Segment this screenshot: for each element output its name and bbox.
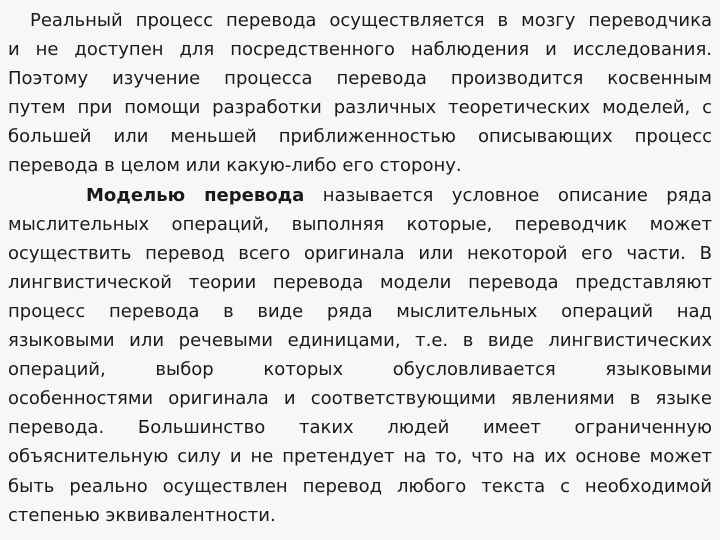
paragraph2-first-line-rest: называется условное описание ряда [304, 184, 712, 206]
paragraph2-line: процесс перевода в виде ряда мыслительных операций над [8, 300, 712, 322]
paragraph2-first-line [8, 181, 712, 210]
paragraph1-line: большей или меньшей приближенностью описывающих процесс [8, 126, 712, 148]
paragraph1-line: Поэтому изучение процесса перевода производится косвенным [8, 68, 712, 90]
paragraph2-line: объяснительную силу и не претендует на то, что на их основе может [8, 446, 712, 468]
paragraph2-line: операций, выбор которых обусловливается языковыми [8, 359, 712, 381]
paragraph2-line: степенью эквивалентности. [8, 504, 276, 526]
paragraph2-line: быть реально осуществлен перевод любого текста с необходимой [8, 475, 712, 497]
paragraph1-line: путем при помощи разработки различных теоретических моделей, с [8, 97, 712, 119]
paragraph1-line: перевода в целом или какую-либо его сторону. [8, 155, 462, 177]
model-term: Моделью перевода [86, 184, 305, 206]
paragraph2-line: перевода. Большинство таких людей имеет ограниченную [8, 417, 712, 439]
document-text [8, 6, 712, 530]
paragraph1-line: Реальный процесс перевода осуществляется в мозгу переводчика [30, 10, 712, 31]
paragraph2-line: мыслительных операций, выполняя которые, переводчик может [8, 213, 712, 235]
paragraph2-line: лингвистической теории перевода модели перевода представляют [8, 271, 712, 293]
paragraph2-line: языковыми или речевыми единицами, т.е. в виде лингвистических [8, 330, 712, 352]
paragraph2-line: особенностями оригинала и соответствующими явлениями в языке [8, 388, 712, 410]
paragraph2-line: осуществить перевод всего оригинала или некоторой его части. В [8, 242, 712, 264]
paragraph1-line: и не доступен для посредственного наблюдения и исследования. [8, 39, 712, 61]
